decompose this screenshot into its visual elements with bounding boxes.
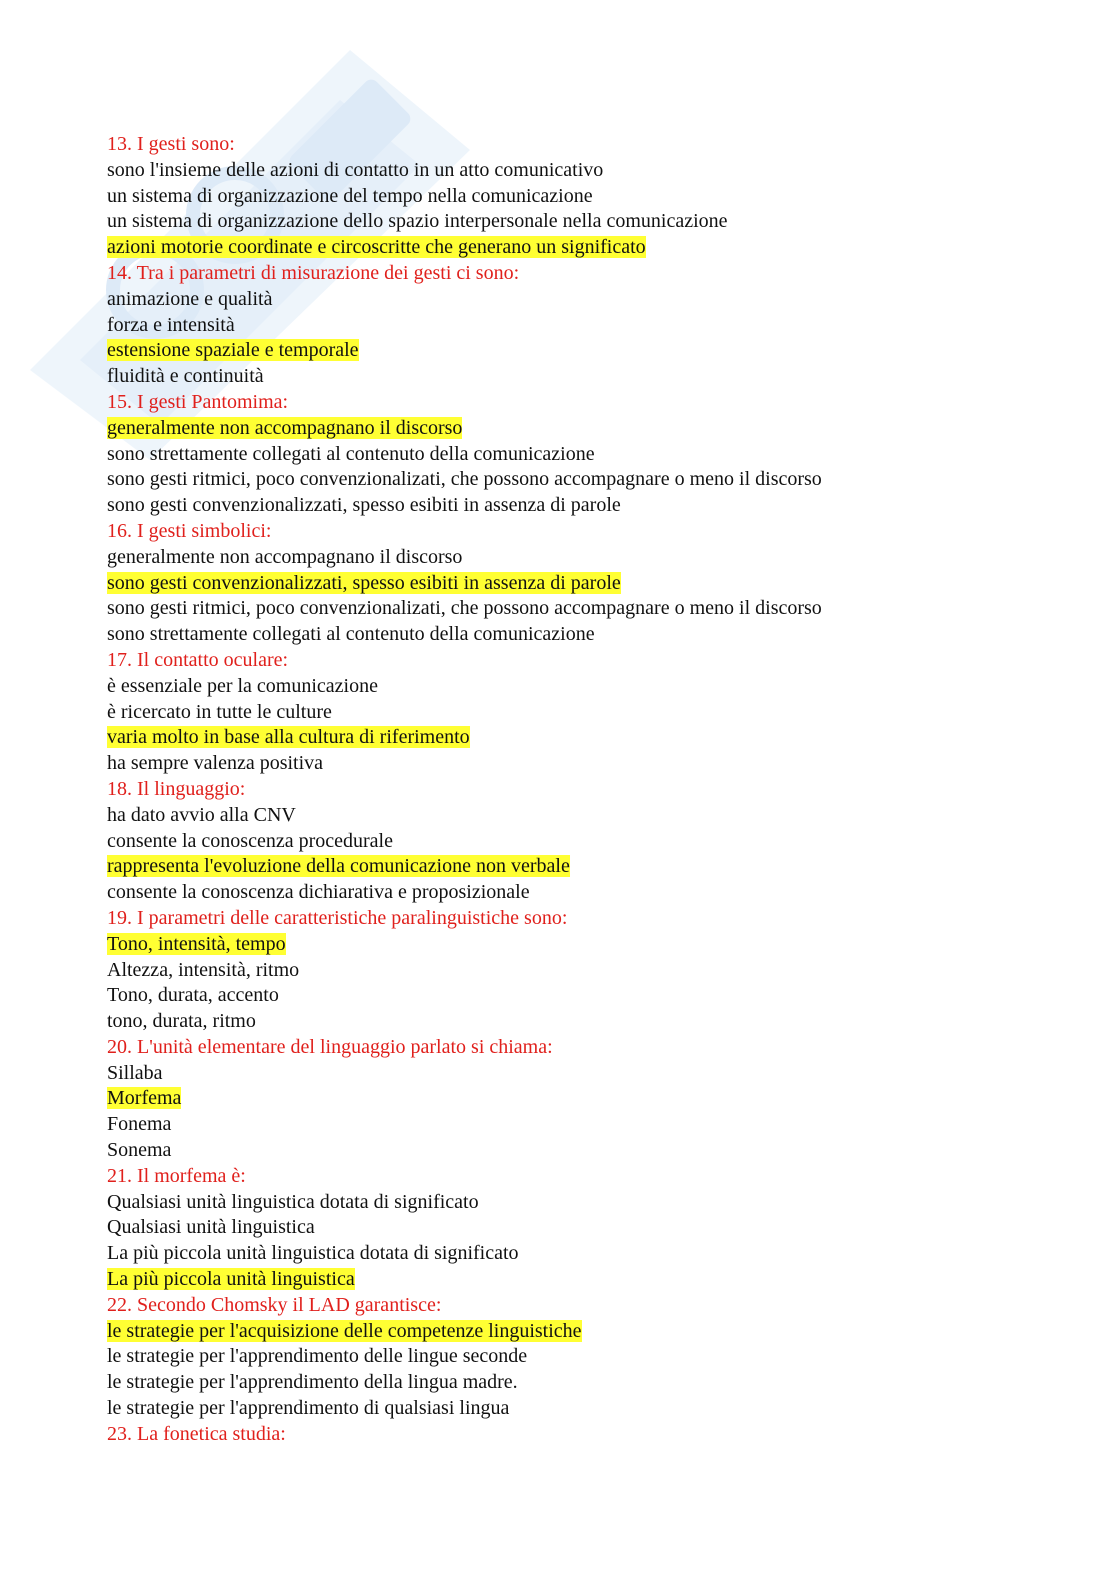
question-title: 22. Secondo Chomsky il LAD garantisce: bbox=[107, 1293, 442, 1316]
question-title: 21. Il morfema è: bbox=[107, 1164, 246, 1187]
answer-option-correct bbox=[107, 1086, 1067, 1112]
answer-text: Qualsiasi unità linguistica bbox=[107, 1216, 315, 1239]
answer-text: le strategie per l'apprendimento della lingua madre. bbox=[107, 1371, 518, 1394]
answer-text: generalmente non accompagnano il discorso bbox=[107, 545, 463, 568]
answer-option bbox=[107, 1370, 1067, 1396]
answer-text: animazione e qualità bbox=[107, 287, 273, 310]
answer-option bbox=[107, 1061, 1067, 1087]
answer-text: sono strettamente collegati al contenuto della comunicazione bbox=[107, 442, 595, 465]
answer-option-correct bbox=[107, 235, 1067, 261]
answer-option bbox=[107, 313, 1067, 339]
answer-text: le strategie per l'apprendimento di qualsiasi lingua bbox=[107, 1397, 510, 1420]
answer-text: Fonema bbox=[107, 1113, 172, 1136]
answer-text: Sonema bbox=[107, 1139, 172, 1162]
answer-option bbox=[107, 442, 1067, 468]
answer-text: sono strettamente collegati al contenuto della comunicazione bbox=[107, 623, 595, 646]
answer-text: consente la conoscenza dichiarativa e proposizionale bbox=[107, 881, 530, 904]
answer-text: forza e intensità bbox=[107, 313, 235, 336]
answer-option bbox=[107, 958, 1067, 984]
answer-option bbox=[107, 596, 1067, 622]
answer-option bbox=[107, 622, 1067, 648]
answer-text: sono gesti convenzionalizzati, spesso esibiti in assenza di parole bbox=[107, 494, 621, 517]
answer-option-correct bbox=[107, 725, 1067, 751]
answer-option bbox=[107, 1396, 1067, 1422]
question-title: 23. La fonetica studia: bbox=[107, 1422, 286, 1445]
answer-text: fluidità e continuità bbox=[107, 365, 264, 388]
answer-text: varia molto in base alla cultura di riferimento bbox=[107, 726, 470, 749]
answer-option bbox=[107, 1344, 1067, 1370]
answer-option bbox=[107, 364, 1067, 390]
answer-option-correct bbox=[107, 1319, 1067, 1345]
answer-text: sono l'insieme delle azioni di contatto in un atto comunicativo bbox=[107, 158, 604, 181]
answer-option bbox=[107, 545, 1067, 571]
question-title: 17. Il contatto oculare: bbox=[107, 648, 289, 671]
question-title: 19. I parametri delle caratteristiche paralinguistiche sono: bbox=[107, 906, 568, 929]
answer-text: Altezza, intensità, ritmo bbox=[107, 958, 300, 981]
answer-text: Tono, durata, accento bbox=[107, 984, 279, 1007]
answer-option-correct bbox=[107, 1267, 1067, 1293]
answer-text: è essenziale per la comunicazione bbox=[107, 674, 378, 697]
answer-option bbox=[107, 803, 1067, 829]
answer-text: sono gesti ritmici, poco convenzionalizati, che possono accompagnare o meno il discorso bbox=[107, 597, 822, 620]
answer-text: le strategie per l'acquisizione delle competenze linguistiche bbox=[107, 1319, 582, 1342]
answer-text: le strategie per l'apprendimento delle lingue seconde bbox=[107, 1345, 528, 1368]
answer-text: rappresenta l'evoluzione della comunicazione non verbale bbox=[107, 855, 570, 878]
question-title: 13. I gesti sono: bbox=[107, 133, 235, 155]
answer-text: generalmente non accompagnano il discorso bbox=[107, 416, 463, 439]
answer-option-correct bbox=[107, 338, 1067, 364]
answer-option bbox=[107, 287, 1067, 313]
answer-option bbox=[107, 1138, 1067, 1164]
answer-option bbox=[107, 1241, 1067, 1267]
answer-text: tono, durata, ritmo bbox=[107, 1010, 256, 1033]
answer-text: Tono, intensità, tempo bbox=[107, 932, 286, 955]
answer-text: Sillaba bbox=[107, 1061, 163, 1084]
answer-option bbox=[107, 983, 1067, 1009]
answer-option bbox=[107, 1190, 1067, 1216]
answer-option bbox=[107, 158, 1067, 184]
answer-option bbox=[107, 829, 1067, 855]
question-title: 16. I gesti simbolici: bbox=[107, 519, 272, 542]
answer-option bbox=[107, 184, 1067, 210]
answer-option-correct bbox=[107, 416, 1067, 442]
answer-text: La più piccola unità linguistica bbox=[107, 1268, 355, 1291]
answer-text: un sistema di organizzazione dello spazio interpersonale nella comunicazione bbox=[107, 210, 728, 233]
answer-option bbox=[107, 880, 1067, 906]
answer-text: La più piccola unità linguistica dotata di significato bbox=[107, 1242, 519, 1265]
question-title: 14. Tra i parametri di misurazione dei gesti ci sono: bbox=[107, 261, 520, 284]
answer-text: è ricercato in tutte le culture bbox=[107, 700, 332, 723]
answer-text: ha sempre valenza positiva bbox=[107, 752, 324, 775]
question-title: 15. I gesti Pantomima: bbox=[107, 390, 289, 413]
answer-option bbox=[107, 700, 1067, 726]
answer-option bbox=[107, 493, 1067, 519]
answer-option bbox=[107, 209, 1067, 235]
answer-text: consente la conoscenza procedurale bbox=[107, 829, 393, 852]
answer-option bbox=[107, 1215, 1067, 1241]
answer-text: estensione spaziale e temporale bbox=[107, 339, 359, 362]
answer-option bbox=[107, 751, 1067, 777]
answer-option bbox=[107, 1009, 1067, 1035]
answer-option-correct bbox=[107, 571, 1067, 597]
answer-option bbox=[107, 674, 1067, 700]
answer-option bbox=[107, 1112, 1067, 1138]
answer-option bbox=[107, 467, 1067, 493]
answer-text: sono gesti ritmici, poco convenzionalizati, che possono accompagnare o meno il discorso bbox=[107, 468, 822, 491]
answer-text: azioni motorie coordinate e circoscritte che generano un significato bbox=[107, 236, 646, 259]
answer-text: ha dato avvio alla CNV bbox=[107, 803, 296, 826]
answer-option-correct bbox=[107, 932, 1067, 958]
answer-text: sono gesti convenzionalizzati, spesso esibiti in assenza di parole bbox=[107, 571, 621, 594]
question-title: 18. Il linguaggio: bbox=[107, 777, 246, 800]
answer-option-correct bbox=[107, 854, 1067, 880]
answer-text: Morfema bbox=[107, 1087, 182, 1110]
answer-text: un sistema di organizzazione del tempo nella comunicazione bbox=[107, 184, 593, 207]
question-title: 20. L'unità elementare del linguaggio parlato si chiama: bbox=[107, 1035, 553, 1058]
document-body bbox=[107, 132, 1067, 1448]
answer-text: Qualsiasi unità linguistica dotata di significato bbox=[107, 1190, 479, 1213]
